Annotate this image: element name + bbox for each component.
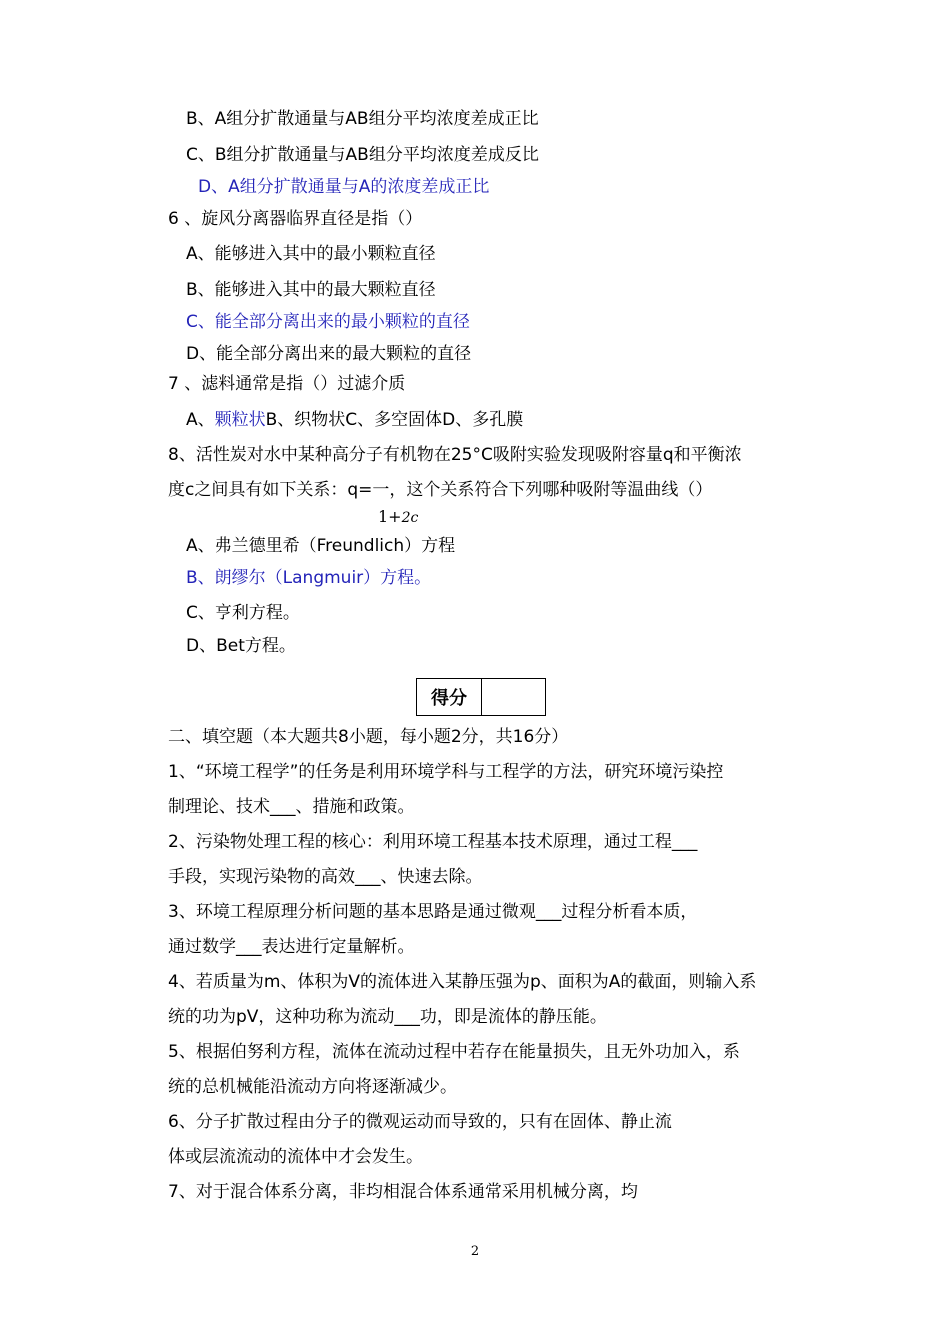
section2-line: 统的总机械能沿流动方向将逐渐减少。 [168, 1077, 457, 1097]
q6-option-d: D、能全部分离出来的最大颗粒的直径 [186, 344, 472, 364]
score-box [416, 678, 546, 716]
q8-option-d: D、Bet方程。 [186, 636, 296, 656]
q7-option-a-prefix: A、 [186, 410, 215, 430]
q8-formula-denominator: 1+2c [378, 507, 419, 526]
section2-line: 7、对于混合体系分离，非均相混合体系通常采用机械分离，均 [168, 1182, 638, 1202]
q8-option-a: A、弗兰德里希（Freundlich）方程 [186, 536, 456, 556]
q6-option-c-answer: C、能全部分离出来的最小颗粒的直径 [186, 312, 470, 332]
q6-option-b: B、能够进入其中的最大颗粒直径 [186, 280, 436, 300]
q6-stem: 6 、旋风分离器临界直径是指（） [168, 209, 423, 229]
q8-option-b-answer: B、朗缪尔（Langmuir）方程。 [186, 568, 432, 588]
section2-line: 制理论、技术___、措施和政策。 [168, 797, 415, 817]
q7-option-a-answer: 颗粒状 [214, 410, 266, 430]
q7-options-rest: B、织物状C、多空固体D、多孔膜 [265, 410, 524, 430]
section2-line: 6、分子扩散过程由分子的微观运动而导致的，只有在固体、静止流 [168, 1112, 672, 1132]
q5-option-d-answer: D、A组分扩散通量与A的浓度差成正比 [198, 177, 490, 197]
q7-options [186, 409, 523, 431]
q6-option-a: A、能够进入其中的最小颗粒直径 [186, 244, 436, 264]
section2-heading: 二、填空题（本大题共8小题，每小题2分，共16分） [168, 727, 569, 747]
page-number: 2 [470, 1244, 480, 1259]
section2-line: 统的功为pV，这种功称为流动___功，即是流体的静压能。 [168, 1007, 607, 1027]
section2-line: 手段，实现污染物的高效___、快速去除。 [168, 867, 483, 887]
section2-line: 体或层流流动的流体中才会发生。 [168, 1147, 423, 1167]
score-label: 得分 [417, 679, 482, 715]
section2-line: 1、“环境工程学”的任务是利用环境学科与工程学的方法，研究环境污染控 [168, 762, 724, 782]
section2-line: 4、若质量为m、体积为V的流体进入某静压强为p、面积为A的截面，则输入系 [168, 972, 757, 992]
section2-line: 通过数学___表达进行定量解析。 [168, 937, 415, 957]
q5-option-c: C、B组分扩散通量与AB组分平均浓度差成反比 [186, 145, 539, 165]
q5-option-b: B、A组分扩散通量与AB组分平均浓度差成正比 [186, 109, 539, 129]
section2-line: 5、根据伯努利方程，流体在流动过程中若存在能量损失，且无外功加入，系 [168, 1042, 740, 1062]
q8-stem-line1: 8、活性炭对水中某种高分子有机物在25°C吸附实验发现吸附容量q和平衡浓 [168, 445, 742, 465]
section2-line: 3、环境工程原理分析问题的基本思路是通过微观___过程分析看本质， [168, 902, 698, 922]
section2-line: 2、污染物处理工程的核心：利用环境工程基本技术原理，通过工程___ [168, 832, 698, 852]
q7-stem: 7 、滤料通常是指（）过滤介质 [168, 374, 406, 394]
score-value-cell[interactable] [482, 679, 545, 715]
q8-stem-line2: 度c之间具有如下关系：q=一，这个关系符合下列哪种吸附等温曲线（） [168, 480, 713, 500]
q8-option-c: C、亨利方程。 [186, 603, 300, 623]
